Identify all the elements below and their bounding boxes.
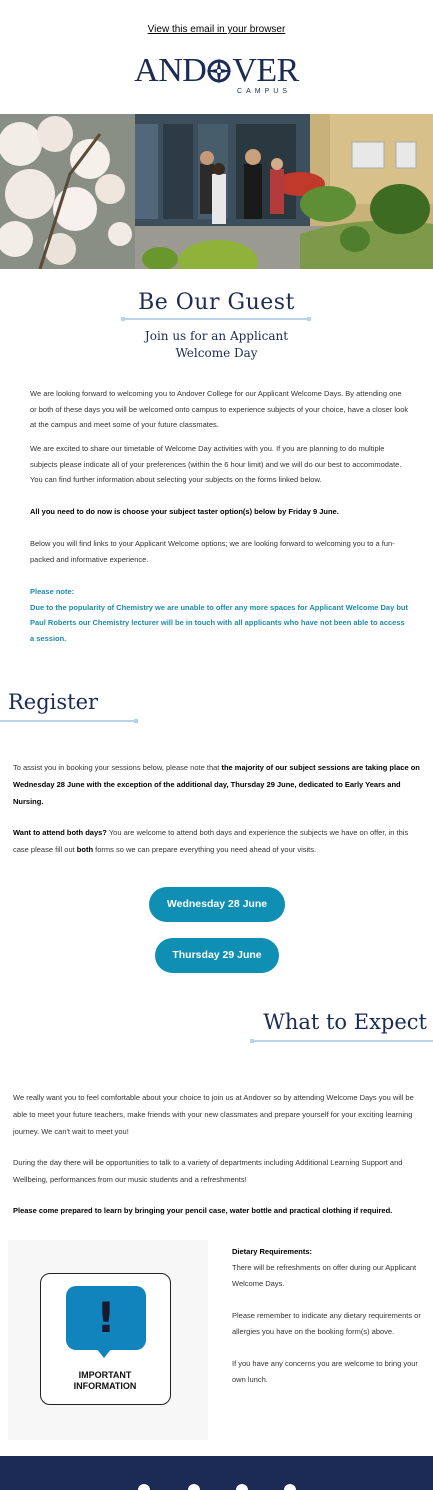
- thursday-29-june-button[interactable]: Thursday 29 June: [155, 938, 279, 973]
- expect-paragraph-1: We really want you to feel comfortable about your choice to join us at Andover so by attending Welcome Days you will be able to meet your future teachers, make friends with your new classmates and prepare yourself for your exciting learning journey. We can't wait to meet you!: [13, 1093, 414, 1136]
- andover-campus-logo: [0, 54, 433, 95]
- expect-paragraph-2: During the day there will be opportunities to talk to a variety of departments including Additional Learning Support and Wellbeing, performances from our music students and a refreshments!: [13, 1158, 403, 1184]
- logo-wordmark: AND VER: [134, 52, 299, 89]
- register-paragraph-2: Want to attend both days? You are welcome to attend both days and experience the subjects we have on offer, in this case please fill out both forms so we can prepare everything you need ahead of your visits.: [13, 828, 409, 854]
- twitter-icon[interactable]: [236, 1484, 248, 1490]
- intro-paragraph-4: Below you will find links to your Applicant Welcome options; we are looking forward to welcoming you to a fun-packed and informative experience.: [30, 539, 395, 564]
- dietary-paragraph-3: If you have any concerns you are welcome to bring your own lunch.: [232, 1359, 418, 1384]
- heading-divider: [121, 318, 311, 320]
- view-in-browser-link[interactable]: View this email in your browser: [147, 24, 286, 35]
- instagram-icon[interactable]: [188, 1484, 200, 1490]
- expect-divider: [250, 1040, 433, 1042]
- important-information-graphic: [8, 1240, 208, 1440]
- logo-subtitle: CAMPUS: [237, 88, 291, 95]
- intro-paragraph-3: All you need to do now is choose your subject taster option(s) below by Friday 9 June.: [30, 507, 339, 516]
- exclamation-bubble-icon: !: [66, 1286, 146, 1350]
- dietary-paragraph-1: There will be refreshments on offer during our Applicant Welcome Days.: [232, 1263, 417, 1288]
- register-paragraph-1: To assist you in booking your sessions below, please note that the majority of our subject sessions are taking place on Wednesday 28 June with the exception of the additional day, Thursday 29 June, dedicated to Early Years and Nursing.: [13, 763, 420, 806]
- be-our-guest-heading: Be Our Guest: [138, 290, 295, 315]
- facebook-icon[interactable]: [138, 1484, 150, 1490]
- important-info-card: [40, 1273, 171, 1405]
- welcome-day-subheading: Join us for an Applicant Welcome Day: [144, 329, 289, 360]
- compass-icon: [206, 58, 232, 84]
- intro-paragraph-1: We are looking forward to welcoming you to Andover College for our Applicant Welcome Days. By attending one or both of these days you will be welcomed onto campus to experience subjects of your choice, have a closer look at the campus and meet some of your future classmates.: [30, 389, 409, 429]
- important-info-label: IMPORTANT INFORMATION: [73, 1370, 137, 1391]
- register-heading: Register: [8, 690, 99, 714]
- intro-paragraph-2: We are excited to share our timetable of Welcome Day activities with you. If you are planning to do multiple subjects please indicate all of your preferences (within the 6 hour limit) and we will do our best to accommodate. You can find further information about selecting your subjects on the forms linked below.: [30, 444, 402, 484]
- register-divider: [0, 720, 138, 722]
- hero-campus-photo: [0, 114, 433, 269]
- dietary-requirements-block: [232, 1244, 422, 1404]
- dietary-paragraph-2: Please remember to indicate any dietary requirements or allergies you have on the booking form(s) above.: [232, 1311, 421, 1336]
- dietary-heading: Dietary Requirements:: [232, 1247, 313, 1256]
- wednesday-28-june-button[interactable]: Wednesday 28 June: [149, 887, 285, 922]
- footer-bar: [0, 1456, 433, 1490]
- pinterest-icon[interactable]: [284, 1484, 296, 1490]
- what-to-expect-heading: What to Expect: [263, 1010, 427, 1034]
- expect-paragraph-3: Please come prepared to learn by bringing your pencil case, water bottle and practical clothing if required.: [13, 1206, 393, 1215]
- please-note-block: Please note: Due to the popularity of Chemistry we are unable to offer any more spaces for Applicant Welcome Day but Paul Roberts our Chemistry lecturer will be in touch with all applicants who have not been able to access a session.: [30, 587, 408, 643]
